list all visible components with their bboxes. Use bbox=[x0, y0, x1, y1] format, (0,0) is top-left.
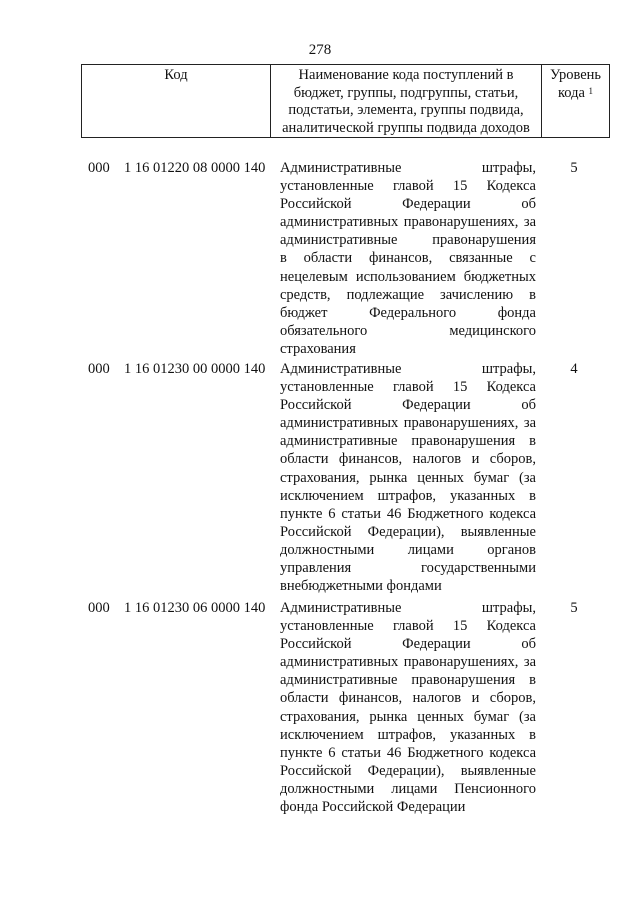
revenue-name bbox=[280, 159, 536, 358]
revenue-name-line: в области финансов, связанные с bbox=[280, 250, 536, 267]
revenue-name-line: бюджет Федерального фонда bbox=[280, 304, 536, 321]
revenue-name bbox=[280, 360, 536, 595]
header-level bbox=[542, 65, 609, 137]
header-level-line2 bbox=[542, 85, 609, 103]
revenue-name-line: области финансов, налогов и сборов, bbox=[280, 451, 536, 468]
admin-code: 000 bbox=[88, 361, 110, 377]
header-name-line: бюджет, группы, подгруппы, статьи, bbox=[293, 84, 519, 101]
revenue-name-line: административные правонарушения bbox=[280, 232, 536, 249]
revenue-name-line: нецелевым использованием бюджетных bbox=[280, 268, 536, 285]
revenue-name-line: Российской Федерации), выявленные bbox=[280, 523, 536, 540]
revenue-name-line: Административные штрафы, bbox=[280, 361, 536, 377]
revenue-name-line: должностными лицами органов bbox=[280, 541, 536, 558]
header-name bbox=[271, 65, 542, 137]
revenue-name-line: административные правонарушения в bbox=[280, 433, 536, 450]
header-level-label: кода bbox=[557, 84, 585, 101]
revenue-name-line: средств, подлежащие зачислению в bbox=[280, 286, 536, 303]
page-number: 278 bbox=[308, 42, 332, 58]
revenue-name-line: управления государственными bbox=[280, 560, 536, 577]
revenue-name-line: должностными лицами Пенсионного bbox=[280, 780, 536, 797]
revenue-name-line: Российской Федерации об bbox=[280, 636, 536, 653]
header-name-line: подстатьи, элемента, группы подвида, bbox=[288, 102, 524, 118]
revenue-name-line: Административные штрафы, bbox=[280, 600, 536, 616]
revenue-name bbox=[280, 599, 536, 816]
revenue-name-line: страхования, рынка ценных бумаг (за bbox=[280, 469, 536, 486]
revenue-name-line: пункте 6 статьи 46 Бюджетного кодекса bbox=[280, 505, 536, 522]
revenue-name-line: внебюджетными фондами bbox=[280, 578, 442, 595]
revenue-name-line: страхования, рынка ценных бумаг (за bbox=[280, 708, 536, 725]
revenue-name-line: страхования bbox=[280, 340, 356, 357]
revenue-name-line: обязательного медицинского bbox=[280, 322, 536, 339]
revenue-name-line: Российской Федерации об bbox=[280, 196, 536, 213]
revenue-name-line: административных правонарушениях, за bbox=[280, 415, 536, 432]
revenue-name-line: исключением штрафов, указанных в bbox=[280, 487, 536, 504]
revenue-name-line: фонда Российской Федерации bbox=[280, 799, 466, 816]
revenue-name-line: установленные главой 15 Кодекса bbox=[280, 379, 536, 396]
header-level-line1: Уровень bbox=[549, 67, 602, 83]
revenue-name-line: административных правонарушениях, за bbox=[280, 654, 536, 671]
revenue-name-line: Российской Федерации), выявленные bbox=[280, 762, 536, 779]
table-header bbox=[81, 64, 610, 138]
header-name-line: аналитической группы подвида доходов bbox=[282, 119, 530, 136]
code-level: 5 bbox=[570, 600, 578, 616]
code-level: 4 bbox=[570, 361, 578, 377]
admin-code: 000 bbox=[88, 600, 110, 616]
revenue-name-line: установленные главой 15 Кодекса bbox=[280, 618, 536, 635]
revenue-name-line: административных правонарушениях, за bbox=[280, 214, 536, 231]
revenue-name-line: установленные главой 15 Кодекса bbox=[280, 178, 536, 195]
code-level: 5 bbox=[570, 160, 578, 176]
revenue-code: 1 16 01220 08 0000 140 bbox=[124, 160, 266, 176]
header-name-line: Наименование кода поступлений в bbox=[298, 67, 514, 83]
revenue-name-line: пункте 6 статьи 46 Бюджетного кодекса bbox=[280, 744, 536, 761]
revenue-name-line: области финансов, налогов и сборов, bbox=[280, 690, 536, 707]
revenue-code: 1 16 01230 00 0000 140 bbox=[124, 361, 266, 377]
admin-code: 000 bbox=[88, 160, 110, 176]
revenue-name-line: административные правонарушения в bbox=[280, 672, 536, 689]
revenue-name-line: исключением штрафов, указанных в bbox=[280, 726, 536, 743]
header-code: Код bbox=[82, 65, 271, 137]
revenue-name-line: Административные штрафы, bbox=[280, 160, 536, 176]
revenue-code: 1 16 01230 06 0000 140 bbox=[124, 600, 266, 616]
revenue-name-line: Российской Федерации об bbox=[280, 397, 536, 414]
footnote-marker: 1 bbox=[588, 85, 594, 96]
